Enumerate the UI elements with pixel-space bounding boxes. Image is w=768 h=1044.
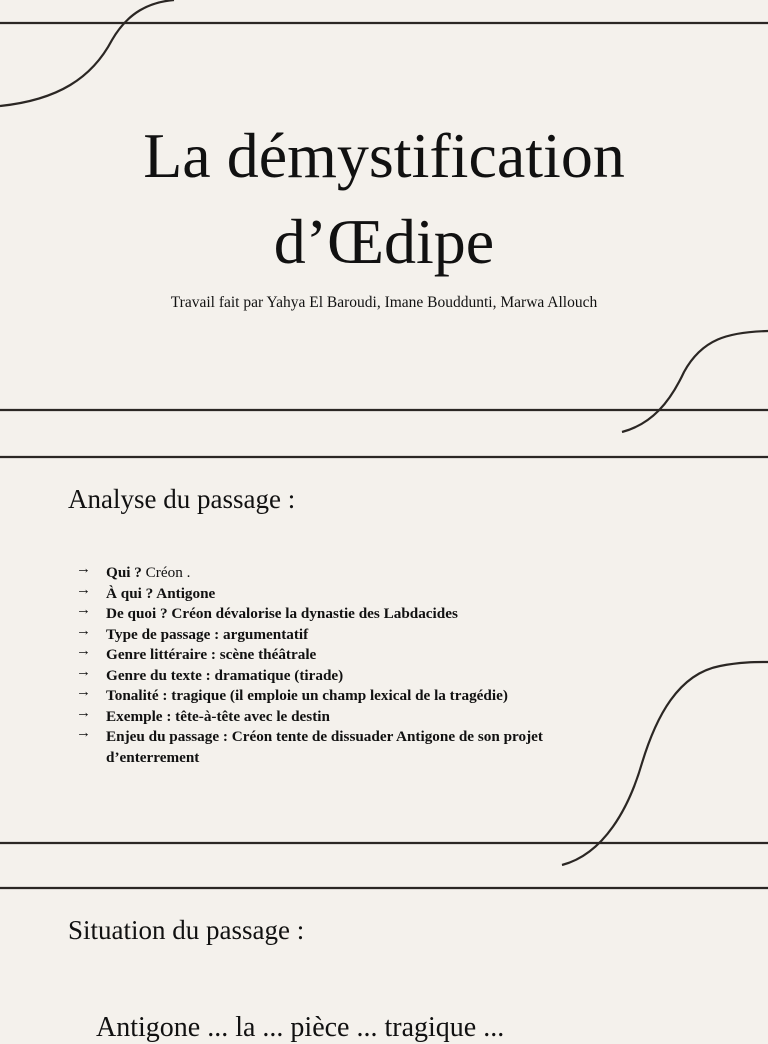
- list-item: [76, 663, 636, 687]
- slide-gap: [0, 866, 768, 888]
- list-item: [76, 645, 636, 666]
- situation-heading: Situation du passage :: [68, 915, 305, 945]
- list-item: [76, 604, 636, 625]
- cropped-text: Antigone ... la ... pièce ... tragique ...: [96, 1012, 505, 1043]
- item-label: Enjeu du passage : Créon tente de dissuader Antigone de son projet d’enterrement: [106, 728, 543, 766]
- right-arrow-icon: →: [76, 684, 91, 700]
- right-arrow-icon: →: [76, 602, 91, 618]
- item-label: À qui ? Antigone: [106, 584, 216, 602]
- right-arrow-icon: →: [76, 643, 91, 659]
- right-arrow-icon: →: [76, 581, 91, 598]
- right-arrow-icon: →: [76, 725, 91, 741]
- presentation-title-line-1: La démystification: [143, 120, 625, 191]
- decorative-lines: [0, 888, 768, 1024]
- item-label: Qui ?: [106, 564, 142, 581]
- situation-slide: [0, 888, 768, 1043]
- item-value: Créon .: [141, 564, 191, 581]
- presentation-title-line-2: d’Œdipe: [273, 206, 495, 277]
- list-item: [76, 581, 636, 605]
- analysis-bullet-list: [76, 563, 636, 768]
- item-label: Exemple : tête-à-tête avec le destin: [106, 707, 330, 725]
- right-arrow-icon: →: [76, 622, 91, 639]
- list-item: [76, 563, 636, 584]
- list-item: [76, 622, 636, 646]
- presentation-authors: Travail fait par Yahya El Baroudi, Imane Bouddunti, Marwa Allouch: [170, 294, 598, 311]
- item-label: Genre du texte : dramatique (tirade): [106, 666, 344, 684]
- slide-gap: [0, 433, 768, 457]
- analysis-heading: Analyse du passage :: [68, 484, 296, 514]
- list-item: [76, 727, 636, 768]
- item-label: Tonalité : tragique (il emploie un champ lexical de la tragédie): [106, 687, 508, 704]
- right-arrow-icon: →: [76, 704, 91, 721]
- list-item: [76, 704, 636, 728]
- analysis-slide: [0, 457, 768, 866]
- title-slide: [0, 0, 768, 433]
- right-arrow-icon: →: [76, 663, 91, 680]
- item-label: De quoi ? Créon dévalorise la dynastie des Labdacides: [106, 605, 458, 622]
- list-item: [76, 686, 636, 707]
- item-label: Type de passage : argumentatif: [106, 625, 309, 643]
- item-label: Genre littéraire : scène théâtrale: [106, 646, 317, 663]
- right-arrow-icon: →: [76, 561, 91, 577]
